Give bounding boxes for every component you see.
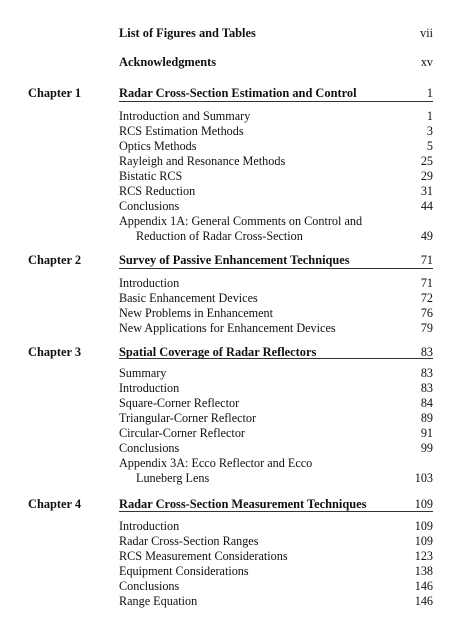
entry-title: Luneberg Lens <box>136 471 210 485</box>
chapter-number: Chapter 1 <box>28 86 82 100</box>
chapter-divider <box>119 358 433 359</box>
page-number: 83 <box>420 345 433 359</box>
page-number: 99 <box>420 441 433 455</box>
page-number: 123 <box>414 549 433 563</box>
page-number: 31 <box>420 184 433 198</box>
entry-title: Conclusions <box>119 199 180 213</box>
entry-title: Summary <box>119 366 167 380</box>
entry-title: RCS Estimation Methods <box>119 124 244 138</box>
page-number: xv <box>420 55 433 69</box>
entry-title: Radar Cross-Section Estimation and Control <box>119 86 357 100</box>
page-number: 3 <box>426 124 433 138</box>
chapter-number: Chapter 2 <box>28 253 82 267</box>
entry-title: Optics Methods <box>119 139 197 153</box>
entry-title: Square-Corner Reflector <box>119 396 240 410</box>
entry-title: Survey of Passive Enhancement Techniques <box>119 253 350 267</box>
entry-title: New Applications for Enhancement Devices <box>119 321 336 335</box>
page-number: 109 <box>414 534 433 548</box>
page-number: 83 <box>420 366 433 380</box>
page-number: 72 <box>420 291 433 305</box>
page-number: 1 <box>426 86 433 100</box>
page-number: 49 <box>420 229 433 243</box>
page-number: 91 <box>420 426 433 440</box>
chapter-divider <box>119 511 433 512</box>
page-number: 5 <box>426 139 433 153</box>
page-number: 109 <box>414 497 433 511</box>
page-number: 84 <box>420 396 433 410</box>
entry-title: Introduction and Summary <box>119 109 251 123</box>
entry-title: Radar Cross-Section Measurement Techniques <box>119 497 367 511</box>
entry-title: Spatial Coverage of Radar Reflectors <box>119 345 317 359</box>
entry-title: Conclusions <box>119 441 180 455</box>
chapter-number: Chapter 3 <box>28 345 82 359</box>
page-number: 146 <box>414 579 433 593</box>
chapter-number: Chapter 4 <box>28 497 82 511</box>
entry-title: Circular-Corner Reflector <box>119 426 245 440</box>
entry-title: RCS Reduction <box>119 184 196 198</box>
entry-title: Radar Cross-Section Ranges <box>119 534 259 548</box>
entry-title: Appendix 1A: General Comments on Control and <box>119 214 363 228</box>
entry-title: Conclusions <box>119 579 180 593</box>
entry-title: List of Figures and Tables <box>119 26 256 40</box>
entry-title: Bistatic RCS <box>119 169 183 183</box>
entry-title: Equipment Considerations <box>119 564 249 578</box>
entry-title: Rayleigh and Resonance Methods <box>119 154 286 168</box>
page-number: 138 <box>414 564 433 578</box>
page-number: 103 <box>414 471 433 485</box>
chapter-divider <box>119 101 433 102</box>
page-number: 146 <box>414 594 433 608</box>
entry-title: Basic Enhancement Devices <box>119 291 258 305</box>
entry-title: Introduction <box>119 381 180 395</box>
entry-title: New Problems in Enhancement <box>119 306 273 320</box>
page-number: 1 <box>426 109 433 123</box>
page-number: vii <box>420 26 433 40</box>
page-number: 83 <box>420 381 433 395</box>
entry-title: Introduction <box>119 276 180 290</box>
page-number: 29 <box>420 169 433 183</box>
page-number: 44 <box>420 199 433 213</box>
entry-title: Appendix 3A: Ecco Reflector and Ecco <box>119 456 313 470</box>
page-number: 89 <box>420 411 433 425</box>
page-number: 71 <box>420 253 433 267</box>
page-number: 76 <box>420 306 433 320</box>
entry-title: Introduction <box>119 519 180 533</box>
page-number: 79 <box>420 321 433 335</box>
entry-title: Reduction of Radar Cross-Section <box>136 229 303 243</box>
entry-title: Acknowledgments <box>119 55 217 69</box>
page-number: 109 <box>414 519 433 533</box>
entry-title: Triangular-Corner Reflector <box>119 411 257 425</box>
entry-title: Range Equation <box>119 594 198 608</box>
chapter-divider <box>119 268 433 269</box>
entry-title: RCS Measurement Considerations <box>119 549 288 563</box>
page-number: 71 <box>420 276 433 290</box>
page-number: 25 <box>420 154 433 168</box>
